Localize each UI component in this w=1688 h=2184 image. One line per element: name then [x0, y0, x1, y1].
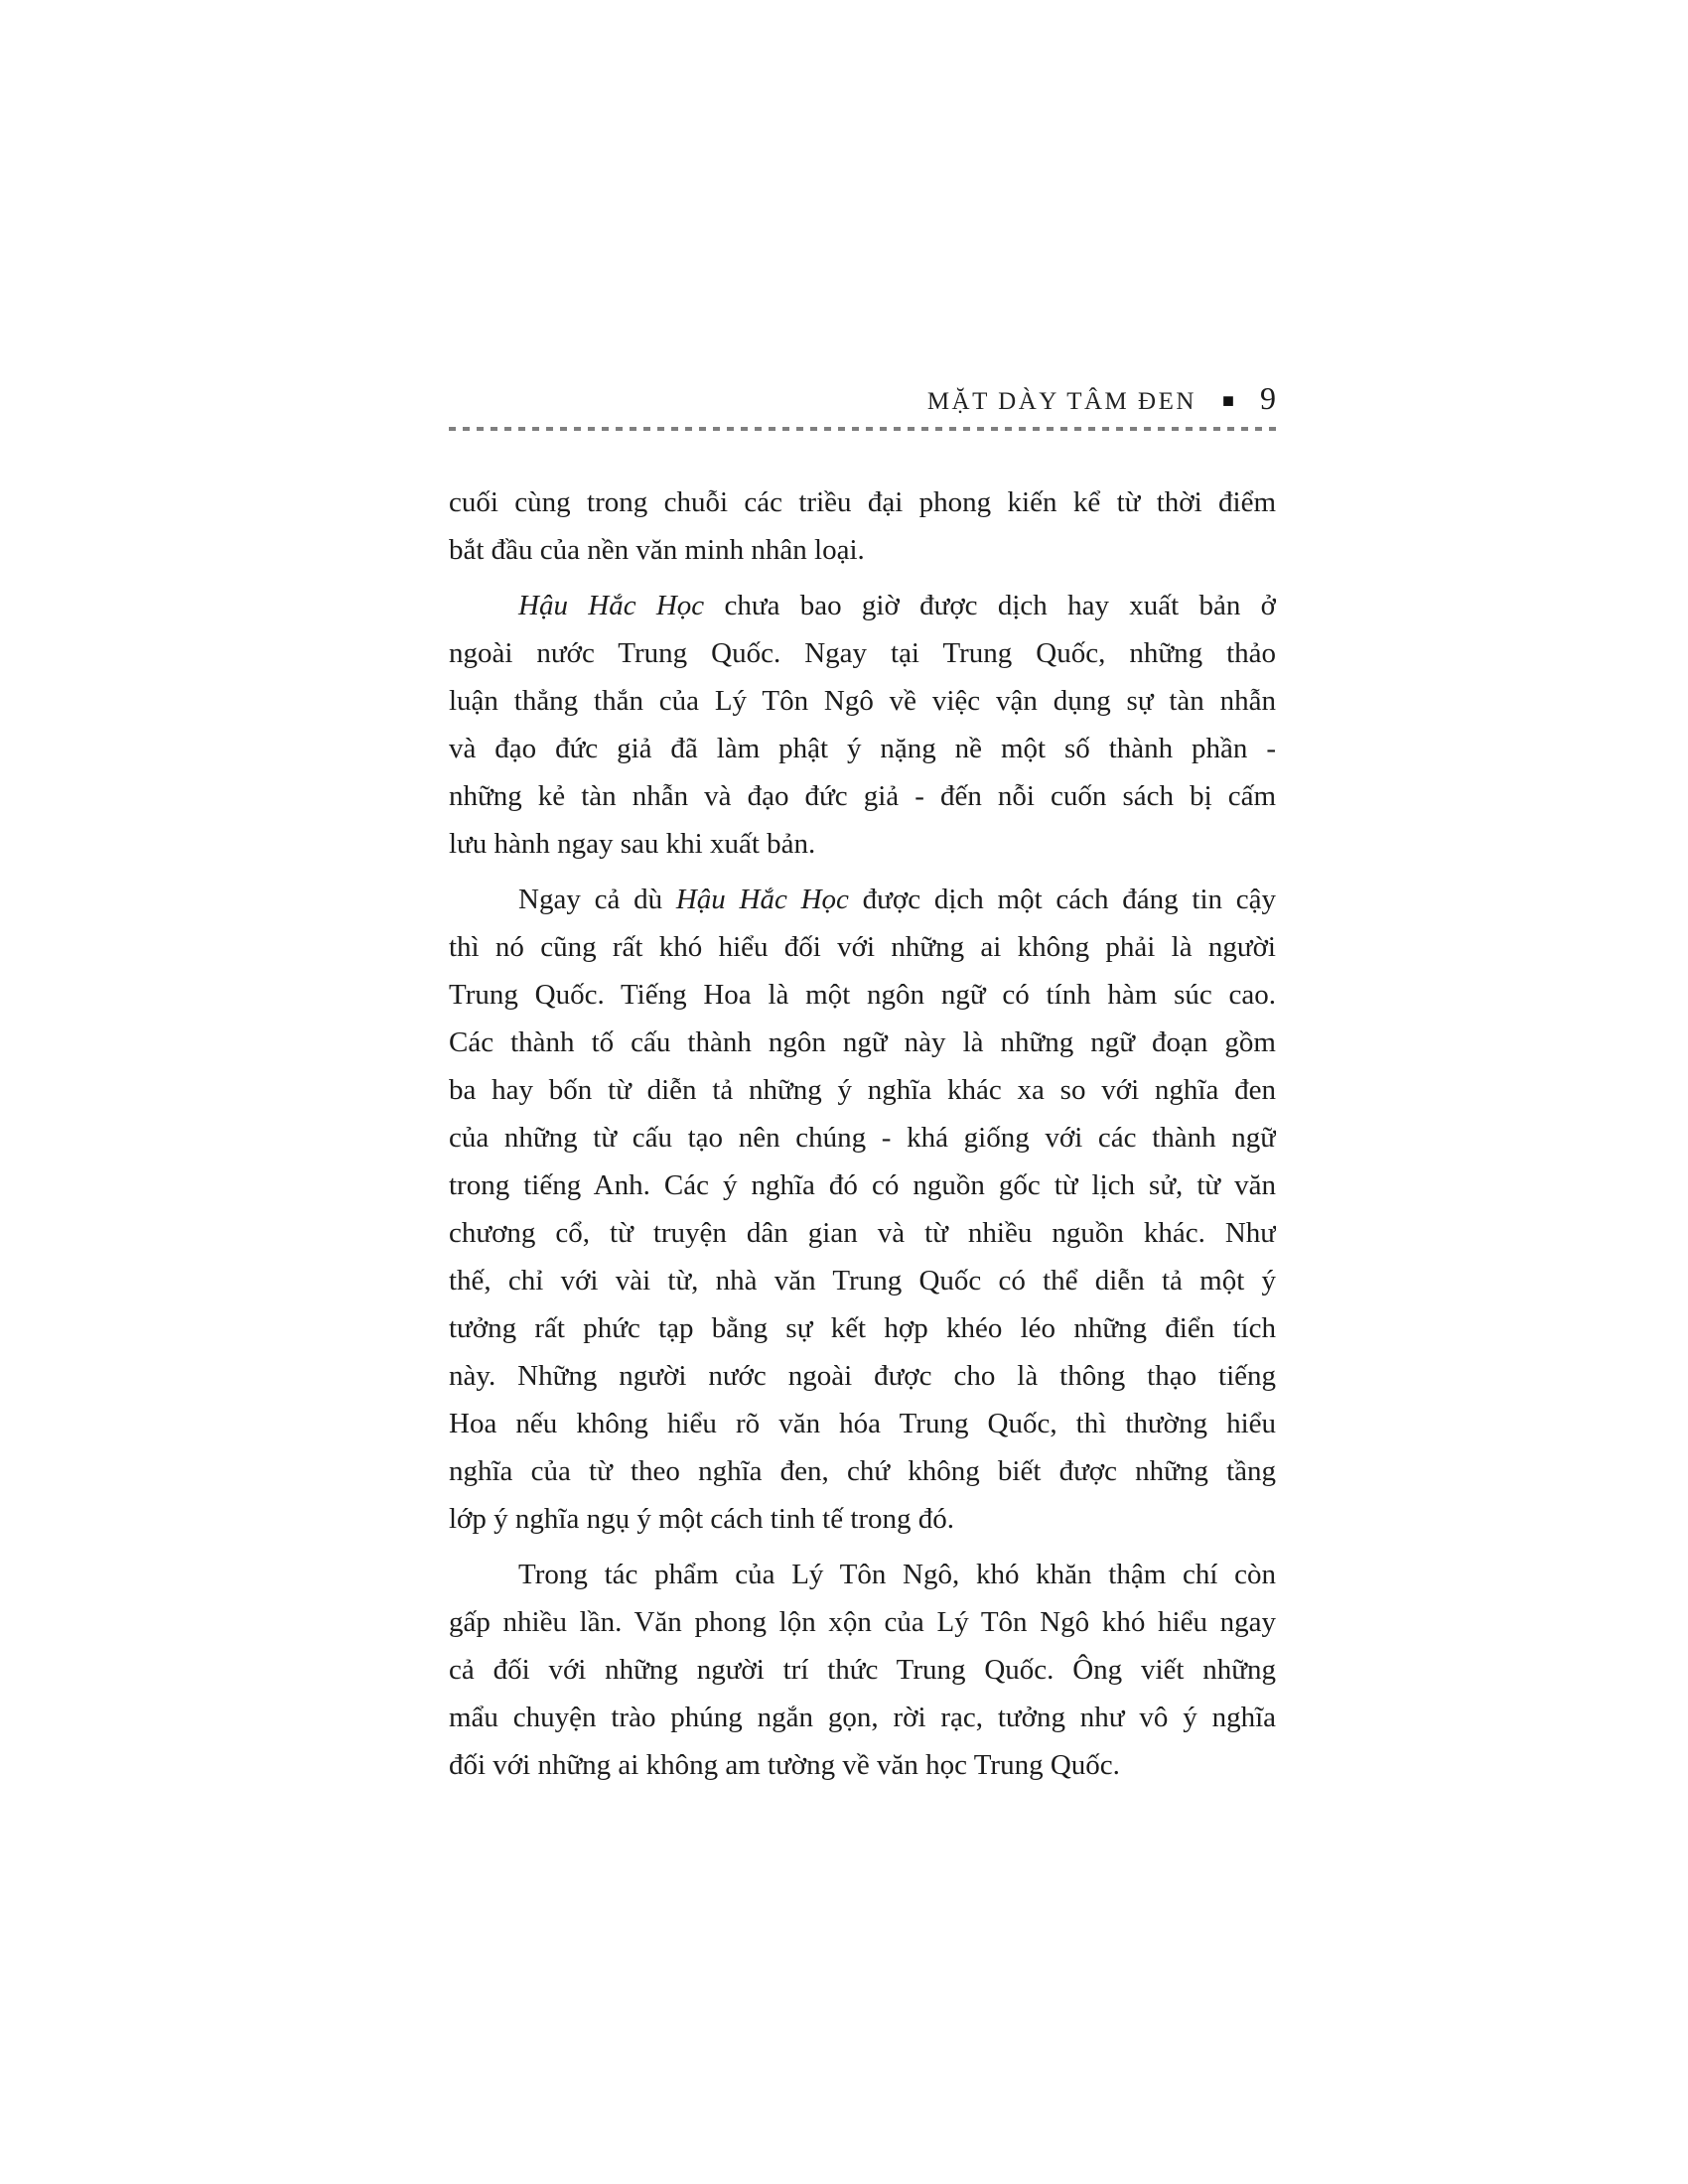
running-title: MẶT DÀY TÂM ĐEN — [926, 388, 1196, 415]
text-line: lớp ý nghĩa ngụ ý một cách tinh tế trong đó. — [449, 1503, 955, 1535]
text-line: Ngay cả dù Hậu Hắc Học được dịch một cách đáng tin cậy — [518, 884, 1276, 915]
text-line: những kẻ tàn nhẫn và đạo đức giả - đến nỗi cuốn sách bị cấm — [449, 780, 1276, 812]
page-number: 9 — [1260, 380, 1276, 416]
text-line: Hoa nếu không hiểu rõ văn hóa Trung Quốc, thì thường hiểu — [449, 1408, 1276, 1439]
text-line: cả đối với những người trí thức Trung Quốc. Ông viết những — [449, 1654, 1276, 1686]
text-line: thế, chỉ với vài từ, nhà văn Trung Quốc có thể diễn tả một ý — [449, 1265, 1276, 1297]
paragraph — [449, 1551, 1276, 1789]
text-line: đối với những ai không am tường về văn học Trung Quốc. — [449, 1749, 1120, 1781]
text-line: mẩu chuyện trào phúng ngắn gọn, rời rạc, tưởng như vô ý nghĩa — [449, 1702, 1276, 1733]
text-line: Trung Quốc. Tiếng Hoa là một ngôn ngữ có tính hàm súc cao. — [449, 979, 1276, 1011]
text-line: trong tiếng Anh. Các ý nghĩa đó có nguồn gốc từ lịch sử, từ văn — [449, 1169, 1276, 1201]
paragraph — [449, 478, 1276, 574]
text-line: của những từ cấu tạo nên chúng - khá giống với các thành ngữ — [449, 1122, 1276, 1154]
text-line: ba hay bốn từ diễn tả những ý nghĩa khác xa so với nghĩa đen — [449, 1074, 1276, 1106]
text-line: và đạo đức giả đã làm phật ý nặng nề một số thành phần - — [449, 733, 1276, 764]
text-line: nghĩa của từ theo nghĩa đen, chứ không biết được những tầng — [449, 1455, 1276, 1487]
paragraph — [449, 582, 1276, 868]
header-dashed-rule — [449, 427, 1276, 431]
paragraph — [449, 876, 1276, 1543]
text-line: ngoài nước Trung Quốc. Ngay tại Trung Quốc, những thảo — [449, 637, 1276, 669]
text-column — [449, 380, 1276, 1789]
text-line: tưởng rất phức tạp bằng sự kết hợp khéo léo những điển tích — [449, 1312, 1276, 1344]
text-line: bắt đầu của nền văn minh nhân loại. — [449, 534, 865, 566]
text-line: thì nó cũng rất khó hiểu đối với những ai không phải là người — [449, 931, 1276, 963]
text-line: chương cổ, từ truyện dân gian và từ nhiều nguồn khác. Như — [449, 1217, 1276, 1249]
text-line: này. Những người nước ngoài được cho là thông thạo tiếng — [449, 1360, 1276, 1392]
text-line: cuối cùng trong chuỗi các triều đại phong kiến kể từ thời điểm — [449, 486, 1276, 518]
running-header — [449, 380, 1276, 417]
body-text — [449, 478, 1276, 1789]
text-line: Hậu Hắc Học chưa bao giờ được dịch hay xuất bản ở — [518, 590, 1276, 621]
text-line: Các thành tố cấu thành ngôn ngữ này là những ngữ đoạn gồm — [449, 1026, 1276, 1058]
square-bullet-icon: ■ — [1221, 390, 1234, 412]
text-line: Trong tác phẩm của Lý Tôn Ngô, khó khăn thậm chí còn — [518, 1559, 1276, 1590]
text-line: gấp nhiều lần. Văn phong lộn xộn của Lý Tôn Ngô khó hiểu ngay — [449, 1606, 1276, 1638]
text-line: luận thẳng thắn của Lý Tôn Ngô về việc vận dụng sự tàn nhẫn — [449, 685, 1276, 717]
text-line: lưu hành ngay sau khi xuất bản. — [449, 828, 816, 860]
